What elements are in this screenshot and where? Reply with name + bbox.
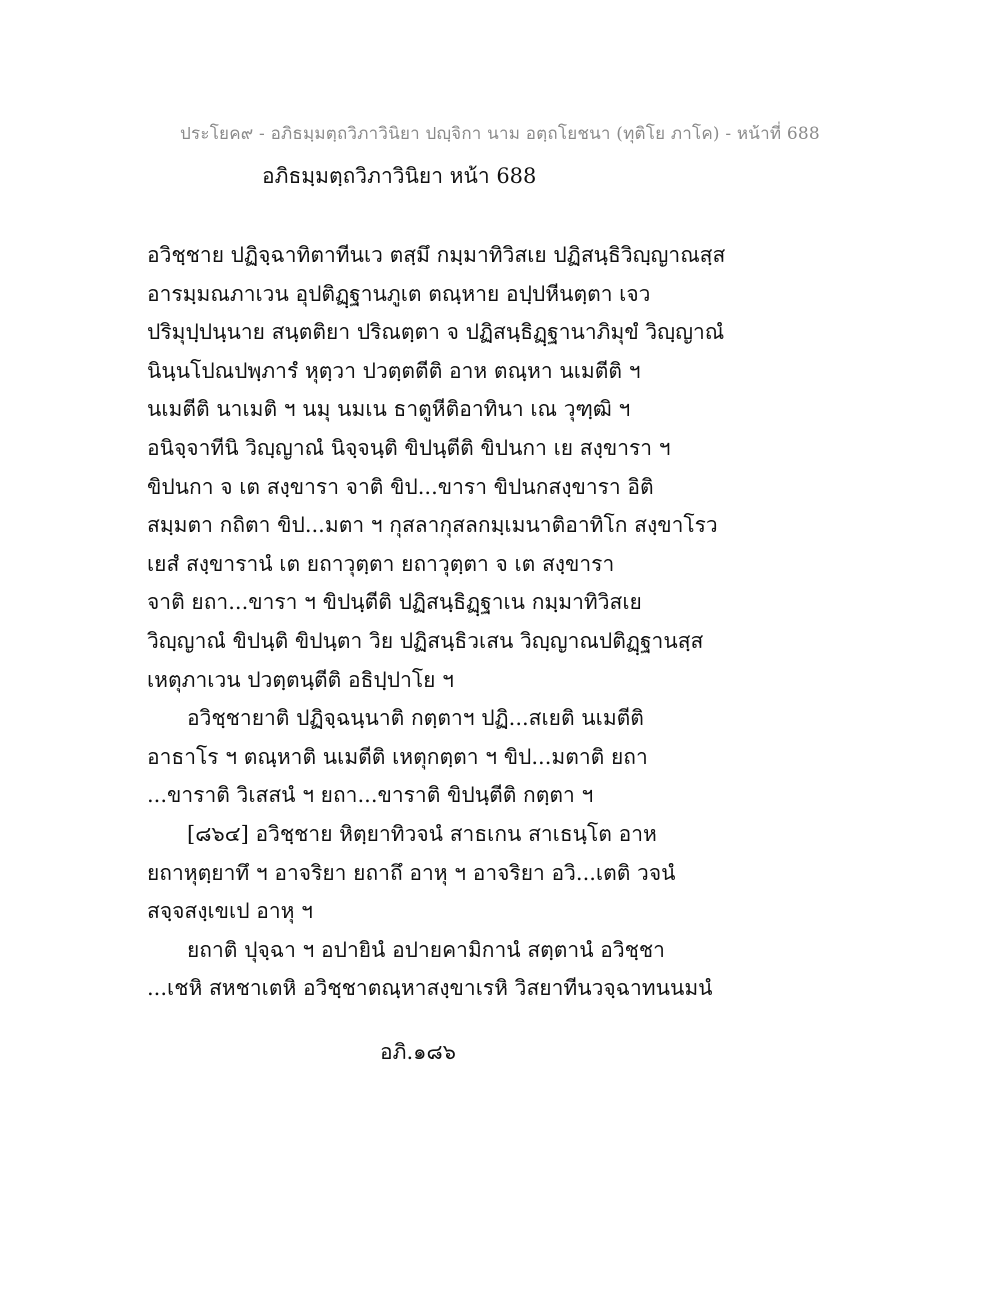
text-line: ...ขาราติ วิเสสนํ ฯ ยถา...ขาราติ ขิปนฺตีติ กตฺตา ฯ	[147, 783, 594, 808]
text-line: วิญฺญาณํ ขิปนฺติ ขิปนฺตา วิย ปฏิสนฺธิวเสน วิญฺญาณปติฏฺฐานสฺส	[147, 628, 704, 653]
text-line: จาติ ยถา...ขารา ฯ ขิปนฺตีติ ปฏิสนฺธิฏฺฐาเน กมฺมาทิวิสเย	[147, 590, 642, 615]
body-text	[147, 236, 867, 1008]
running-header: ประโยค๙ - อภิธมฺมตฺถวิภาวินิยา ปญฺจิกา นาม อตฺถโยชนา (ทุติโย ภาโค) - หน้าที่ 688	[180, 124, 820, 144]
text-line: ยถาหุตฺยาทึ ฯ อาจริยา ยถาถึ อาหุ ฯ อาจริยา อวิ...เตติ วจนํ	[147, 860, 676, 885]
paragraph-start-line: [๘๖๔] อวิชฺชาย หิตฺยาทิวจนํ สาธเกน สาเธนฺโต อาห	[187, 821, 657, 846]
text-line: อารมฺมณภาเวน อุปติฏฺฐานภูเต ตณฺหาย อปฺปหีนตฺตา เจว	[147, 281, 651, 306]
text-line: อาธาโร ฯ ตณฺหาติ นเมตีติ เหตุกตฺตา ฯ ขิป...มตาติ ยถา	[147, 744, 648, 769]
paragraph-start-line: ยถาติ ปุจฺฉา ฯ อปายินํ อปายคามิกานํ สตฺตานํ อวิชฺชา	[187, 937, 665, 962]
text-line: สจฺจสงฺเขเป อาหุ ฯ	[147, 899, 313, 924]
text-line: เยสํ สงฺขารานํ เต ยถาวุตฺตา ยถาวุตฺตา จ เต สงฺขารา	[147, 551, 615, 576]
text-line: อวิชฺชาย ปฏิจฺฉาทิตาทีนเว ตสฺมึ กมฺมาทิวิสเย ปฏิสนฺธิวิญฺญาณสฺส	[147, 243, 726, 267]
text-line: นเมตีติ นาเมติ ฯ นมุ นมเน ธาตูหีติอาทินา เณ วุฑฺฒิ ฯ	[147, 397, 631, 422]
footer-reference: อภิ.๑๘๖	[380, 1040, 456, 1064]
text-line: ขิปนกา จ เต สงฺขารา จาติ ขิป...ขารา ขิปนกสงฺขารา อิติ	[147, 474, 654, 499]
text-line: นินฺนโปณปพฺภารํ หุตฺวา ปวตฺตตีติ อาห ตณฺหา นเมตีติ ฯ	[147, 358, 641, 383]
text-line: สมฺมตา กถิตา ขิป...มตา ฯ กุสลากุสลกมฺเมนาติอาทิโก สงฺขาโรว	[147, 513, 718, 538]
text-line: ...เชหิ สหชาเตหิ อวิชฺชาตณฺหาสงฺขาเรหิ วิสยาทีนวจฺฉาทนนมนํ	[147, 976, 713, 1001]
text-line: เหตุภาเวน ปวตฺตนฺตีติ อธิปฺปาโย ฯ	[147, 667, 454, 692]
page-title: อภิธมฺมตฺถวิภาวินิยา หน้า 688	[262, 164, 537, 188]
paragraph-start-line: อวิชฺชายาติ ปฏิจฺฉนฺนาติ กตฺตาฯ ปฏิ...สเยติ นเมตีติ	[187, 706, 644, 731]
text-line: ปริมุปฺปนฺนาย สนฺตติยา ปริณตฺตา จ ปฏิสนฺธิฏฺฐานาภิมุขํ วิญฺญาณํ	[147, 320, 725, 345]
text-line: อนิจฺจาทีนิ วิญฺญาณํ นิจฺจนฺติ ขิปนฺตีติ ขิปนกา เย สงฺขารา ฯ	[147, 435, 671, 460]
